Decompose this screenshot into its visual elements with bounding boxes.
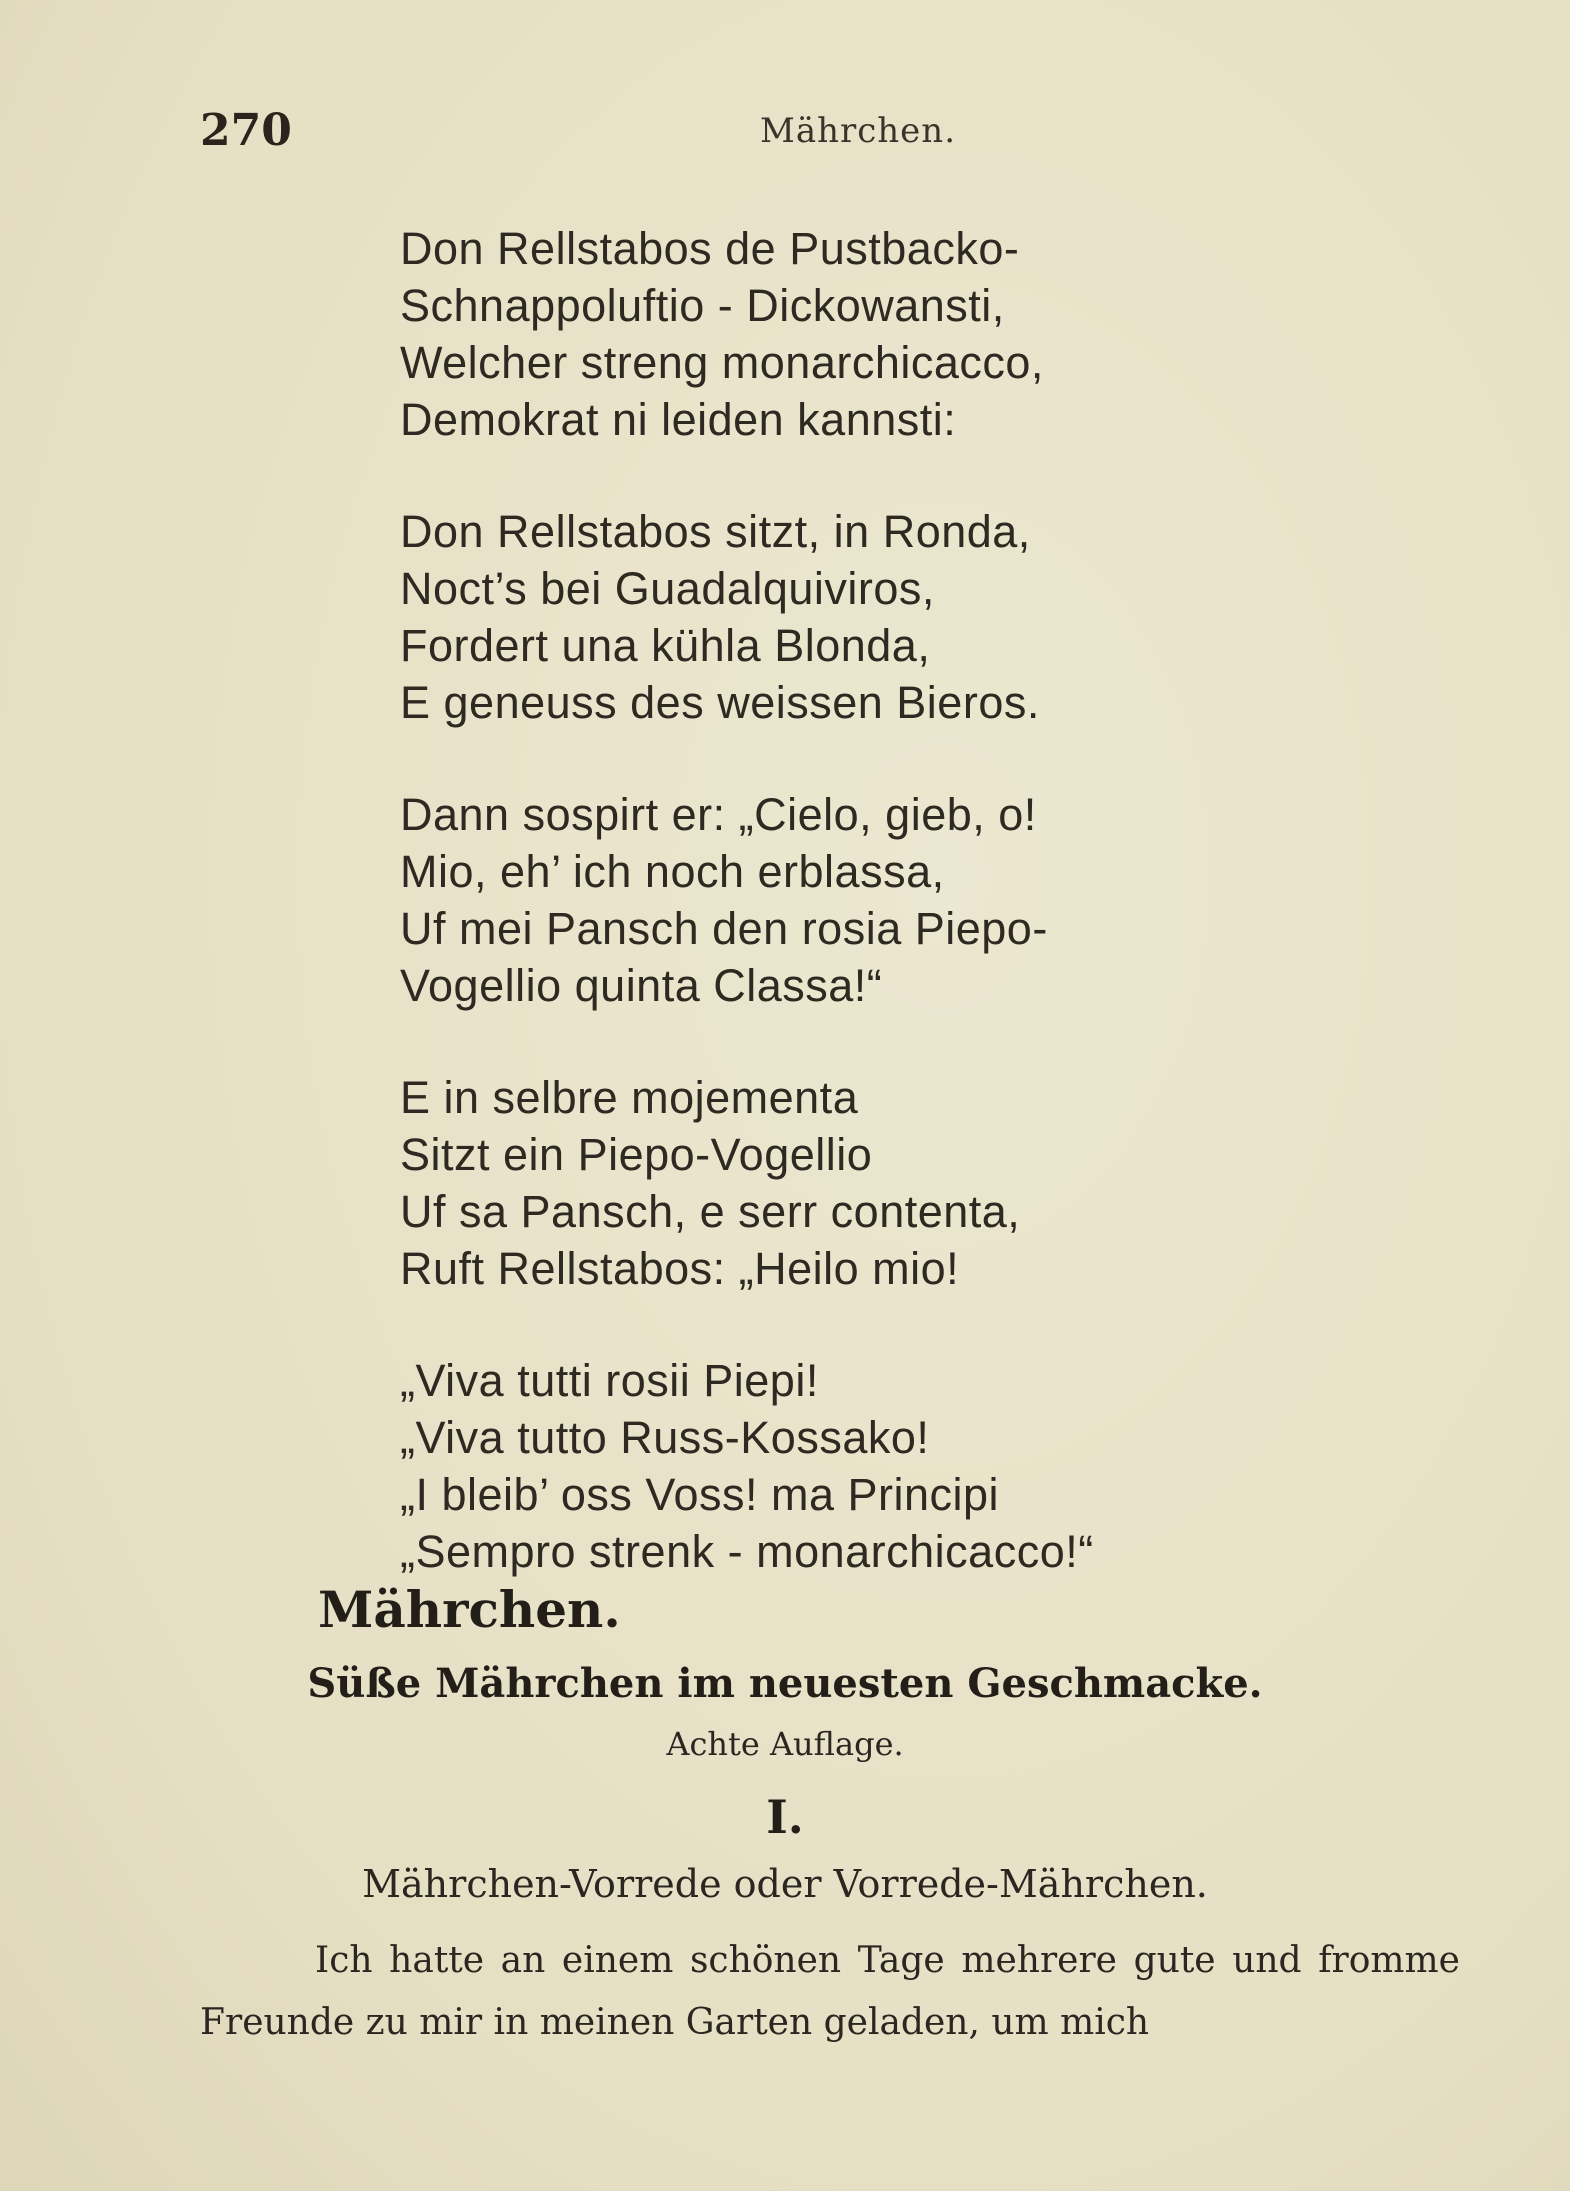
poem xyxy=(400,220,1400,1635)
poem-line: E geneuss des weissen Bieros. xyxy=(400,677,1040,728)
poem-line: Dann sospirt er: „Cielo, gieb, o! xyxy=(400,789,1037,840)
poem-line: Uf sa Pansch, e serr contenta, xyxy=(400,1186,1021,1237)
page-header xyxy=(200,105,1430,165)
stanza xyxy=(400,220,1400,448)
poem-line: Mio, eh’ ich noch erblassa, xyxy=(400,846,945,897)
chapter-number: I. xyxy=(766,1790,804,1844)
poem-line: Don Rellstabos sitzt, in Ronda, xyxy=(400,506,1031,557)
poem-line: Demokrat ni leiden kannsti: xyxy=(400,394,957,445)
section-title: Mährchen. xyxy=(318,1580,621,1639)
running-head: Mährchen. xyxy=(760,111,956,151)
poem-line: Ruft Rellstabos: „Heilo mio! xyxy=(400,1243,960,1294)
poem-line: Welcher streng monarchicacco, xyxy=(400,337,1044,388)
stanza xyxy=(400,786,1400,1014)
poem-line: „I bleib’ oss Voss! ma Principi xyxy=(400,1469,1000,1520)
edition-note: Achte Auflage. xyxy=(666,1725,904,1763)
poem-line: Vogellio quinta Classa!“ xyxy=(400,960,883,1011)
section-subtitle: Süße Mährchen im neuesten Geschmacke. xyxy=(307,1660,1263,1707)
poem-line: E in selbre mojementa xyxy=(400,1072,859,1123)
poem-line: „Viva tutti rosii Piepi! xyxy=(400,1355,819,1406)
page-number: 270 xyxy=(200,105,292,156)
poem-line: Noct’s bei Guadalquiviros, xyxy=(400,563,935,614)
poem-line: Uf mei Pansch den rosia Piepo- xyxy=(400,903,1048,954)
stanza xyxy=(400,1352,1400,1580)
stanza xyxy=(400,503,1400,731)
poem-line: „Viva tutto Russ-Kossako! xyxy=(400,1412,930,1463)
poem-line: „Sempro strenk - monarchicacco!“ xyxy=(400,1526,1094,1577)
body-paragraph: Ich hatte an einem schönen Tage mehrere gute und fromme Freunde zu mir in meinen Garten geladen, um mich xyxy=(200,1940,1460,2043)
poem-line: Don Rellstabos de Pustbacko- xyxy=(400,223,1020,274)
stanza xyxy=(400,1069,1400,1297)
poem-line: Schnappoluftio - Dickowansti, xyxy=(400,280,1005,331)
chapter-title: Mährchen-Vorrede oder Vorrede-Mährchen. xyxy=(362,1862,1208,1906)
poem-line: Fordert una kühla Blonda, xyxy=(400,620,931,671)
poem-line: Sitzt ein Piepo-Vogellio xyxy=(400,1129,873,1180)
